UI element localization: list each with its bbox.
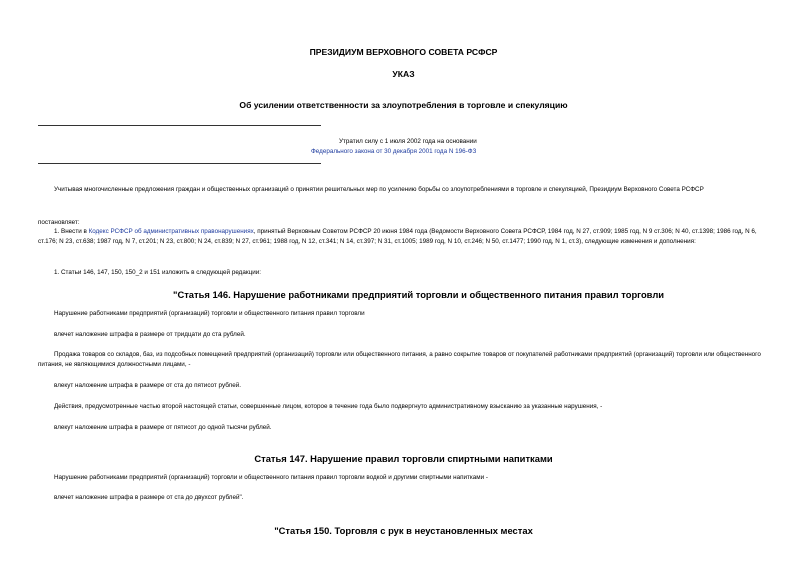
- article-146-p3: Продажа товаров со складов, баз, из подсобных помещений предприятий (организаций) торговли или общественного питания, а равно сокрытие товаров от покупателей работниками предприятий (организаций) торговли или общественного питания, не являющимися должностными лицами, -: [38, 351, 761, 368]
- article-146-title: "Статья 146. Нарушение работниками предприятий торговли и общественного питания правил торговли: [173, 289, 665, 300]
- issuing-body: ПРЕЗИДИУМ ВЕРХОВНОГО СОВЕТА РСФСР: [309, 47, 498, 57]
- bottom-rule: [38, 163, 321, 164]
- article-147-p2: влечет наложение штрафа в размере от ста до двухсот рублей".: [54, 494, 244, 501]
- status-note: Утратил силу с 1 июля 2002 года на основании: [339, 138, 477, 145]
- item-1-prefix: 1. Внести в: [54, 228, 89, 235]
- repeal-law-link[interactable]: Федерального закона от 30 декабря 2001 года N 196-ФЗ: [311, 148, 477, 155]
- article-150-title: "Статья 150. Торговля с рук в неустановленных местах: [274, 525, 533, 536]
- top-rule: [38, 125, 321, 126]
- item-1-rest: , принятый Верховным Советом РСФСР 20 июня 1984 года (Ведомости Верховного Совета РСФСР, 1984 год, N 27, ст.909; 1985 год, N 9 ст.306; N 40, ст.1398; 1986 год, N 6, ст.176; N 23, ст.638; 1987 год, N 7, ст.201; N 23, ст.800; N 24, ст.839; N 27, ст.961; 1988 год, N 12, ст.341; N 14, ст.397; N 31, ст.1005; 1989 год, N 10, ст.246; N 50, ст.1477; 1990 год, N 1, ст.3), следующие изменения и дополнения:: [38, 228, 757, 245]
- preamble: Учитывая многочисленные предложения граждан и общественных организаций о принятии решительных мер по усилению борьбы со злоупотреблениями в торговле и спекуляцией, Президиум Верховного Совета РСФСР: [54, 186, 704, 193]
- article-147-p1: Нарушение работниками предприятий (организаций) торговли и общественного питания правил торговли водкой и другими спиртными напитками -: [54, 474, 489, 481]
- admin-code-link[interactable]: Кодекс РСФСР об административных правонарушениях: [88, 228, 254, 235]
- article-146-p5: Действия, предусмотренные частью второй настоящей статьи, совершенные лицом, которое в течение года было подвергнуто административному взысканию за указанные нарушения, -: [54, 403, 603, 410]
- article-146-p4: влекут наложение штрафа в размере от ста до пятисот рублей.: [54, 382, 241, 389]
- item-1-sub: 1. Статьи 146, 147, 150, 150_2 и 151 изложить в следующей редакции:: [54, 269, 262, 276]
- document-title: Об усилении ответственности за злоупотребления в торговле и спекуляцию: [239, 100, 568, 110]
- article-146-p1: Нарушение работниками предприятий (организаций) торговли и общественного питания правил торговли: [54, 310, 365, 317]
- article-146-p6: влекут наложение штрафа в размере от пятисот до одной тысячи рублей.: [54, 424, 272, 431]
- article-146-p2: влечет наложение штрафа в размере от тридцати до ста рублей.: [54, 331, 246, 338]
- decree-word: постановляет:: [38, 219, 80, 226]
- document-type: УКАЗ: [392, 69, 415, 79]
- article-147-title: Статья 147. Нарушение правил торговли спиртными напитками: [254, 453, 553, 464]
- item-1: [38, 227, 773, 247]
